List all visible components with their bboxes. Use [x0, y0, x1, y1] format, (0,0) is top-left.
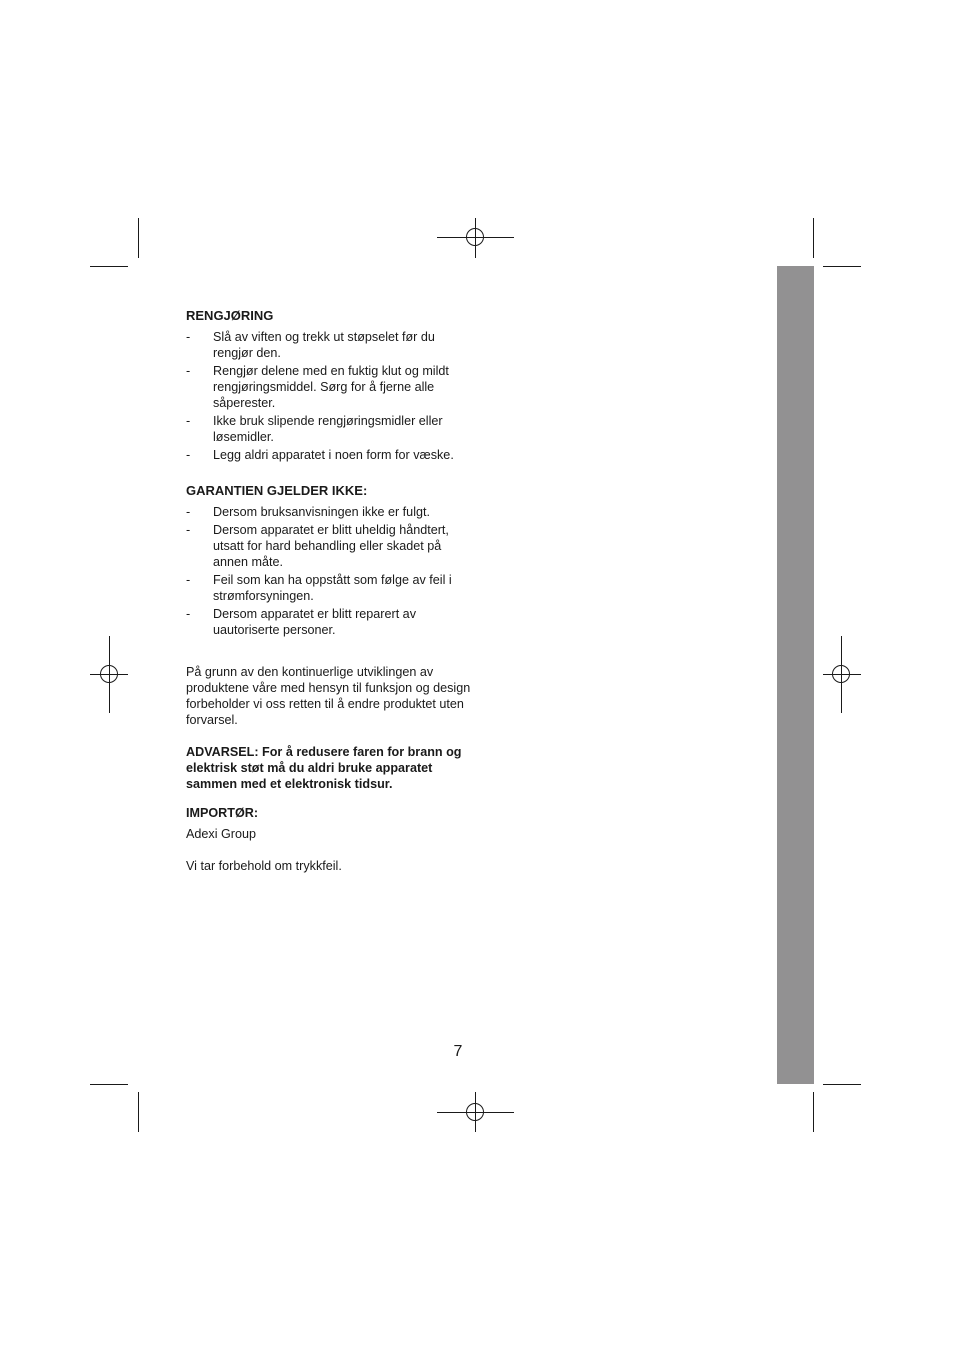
crop-mark: [823, 266, 861, 267]
list-item: - Slå av viften og trekk ut støpselet før du rengjør den.: [186, 330, 435, 360]
list-item: - Ikke bruk slipende rengjøringsmidler eller løsemidler.: [186, 414, 443, 444]
cleaning-heading: RENGJØRING: [186, 308, 274, 323]
list-item: - Dersom apparatet er blitt uheldig håndtert, utsatt for hard behandling eller skadet på annen måte.: [186, 523, 449, 569]
list-item: - Dersom apparatet er blitt reparert av uautoriserte personer.: [186, 607, 416, 637]
crop-mark: [823, 1084, 861, 1085]
crop-mark: [90, 266, 128, 267]
crop-mark: [138, 218, 139, 258]
crop-mark: [813, 1092, 814, 1132]
crop-mark: [138, 1092, 139, 1132]
disclaimer: Vi tar forbehold om trykkfeil.: [186, 859, 342, 873]
page-number: 7: [453, 1043, 463, 1060]
text-column: [186, 308, 471, 874]
warranty-list: [186, 504, 471, 638]
warning-paragraph: ADVARSEL: For å redusere faren for brann og elektrisk støt må du aldri bruke apparatet sammen med et elektronisk tidsur.: [186, 745, 462, 791]
importer-name: Adexi Group: [186, 827, 257, 841]
cleaning-list: [186, 329, 471, 463]
list-item: - Feil som kan ha oppstått som følge av feil i strømforsyningen.: [186, 573, 452, 603]
list-item: - Dersom bruksanvisningen ikke er fulgt.: [186, 505, 430, 519]
list-item: - Legg aldri apparatet i noen form for væske.: [186, 448, 454, 462]
importer-label: IMPORTØR:: [186, 806, 259, 820]
list-item: - Rengjør delene med en fuktig klut og mildt rengjøringsmiddel. Sørg for å fjerne alle såperester.: [186, 364, 449, 410]
crop-mark: [90, 1084, 128, 1085]
side-tab: [777, 266, 814, 1084]
warranty-heading: GARANTIEN GJELDER IKKE:: [186, 483, 368, 498]
crop-mark: [813, 218, 814, 258]
development-paragraph: På grunn av den kontinuerlige utviklingen av produktene våre med hensyn til funksjon og design forbeholder vi oss retten til å endre produktet uten forvarsel.: [186, 665, 471, 727]
